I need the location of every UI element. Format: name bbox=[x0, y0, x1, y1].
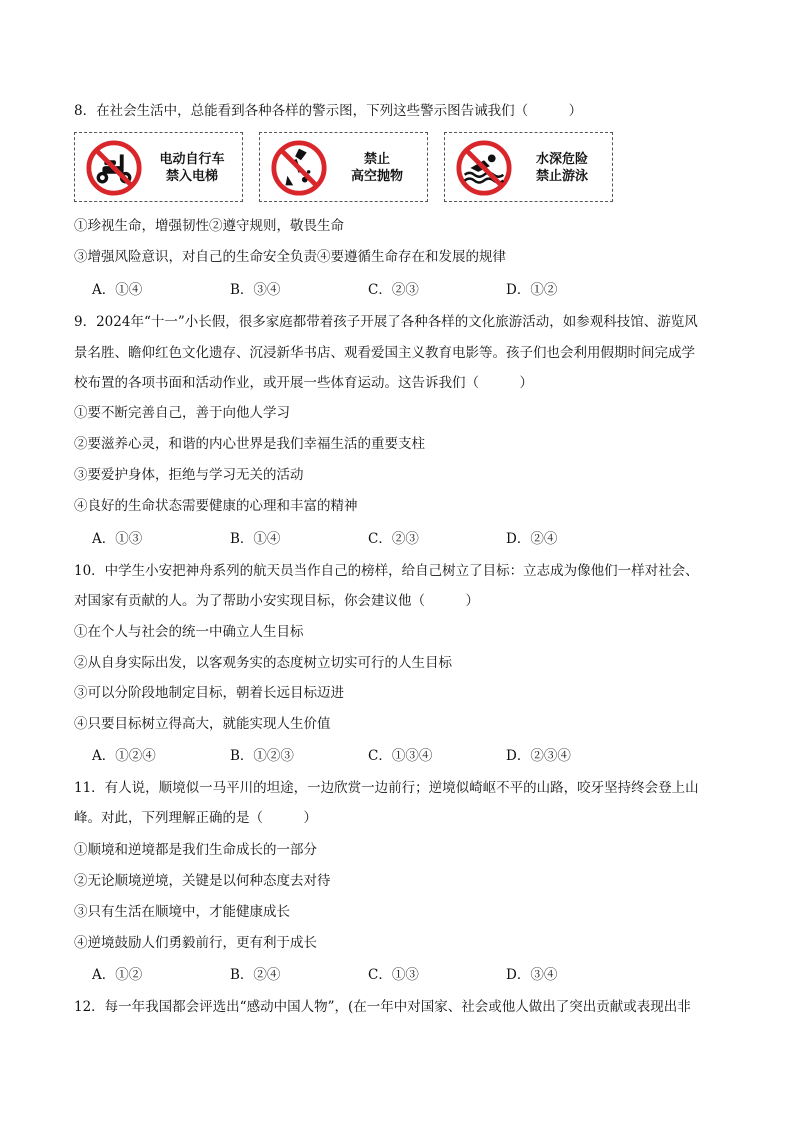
option-d: D．②③④ bbox=[506, 748, 571, 764]
sign-line2: 禁止游泳 bbox=[535, 169, 588, 184]
q11-statement: ①顺境和逆境都是我们生命成长的一部分 bbox=[74, 842, 317, 858]
sign-line1: 水深危险 bbox=[535, 152, 588, 167]
q10-statement: ③可以分阶段地制定目标，朝着长远目标迈进 bbox=[74, 685, 344, 701]
q9-stem: 景名胜、瞻仰红色文化遗存、沉浸新华书店、观看爱国主义教育电影等。孩子们也会利用假期时间完成学 bbox=[74, 345, 695, 361]
option-b: B．①④ bbox=[230, 531, 281, 547]
sign-line2: 高空抛物 bbox=[350, 169, 403, 184]
q11-statement: ②无论顺境逆境，关键是以何种态度去对待 bbox=[74, 873, 331, 889]
option-a: A．①④ bbox=[92, 282, 143, 298]
option-a: A．①②④ bbox=[92, 748, 156, 764]
option-c: C．①③ bbox=[368, 967, 419, 983]
warning-signs bbox=[74, 132, 619, 206]
option-c: C．①③④ bbox=[368, 748, 433, 764]
q11-stem: 峰。对此，下列理解正确的是（ ） bbox=[74, 810, 317, 826]
q11-statement: ④逆境鼓励人们勇毅前行，更有利于成长 bbox=[74, 935, 317, 951]
option-d: D．①② bbox=[506, 282, 558, 298]
q11-options bbox=[92, 965, 644, 985]
option-d: D．③④ bbox=[506, 967, 558, 983]
q10-stem: 10．中学生小安把神舟系列的航天员当作自己的榜样，给自己树立了目标：立志成为像他们一样对社会、 bbox=[74, 563, 699, 579]
sign-no-throwing bbox=[259, 132, 428, 202]
q11-statement: ③只有生活在顺境中，才能健康成长 bbox=[74, 904, 290, 920]
option-b: B．③④ bbox=[230, 282, 281, 298]
q10-statement: ④只要目标树立得高大，就能实现人生价值 bbox=[74, 716, 331, 732]
no-throwing-icon bbox=[270, 139, 328, 197]
option-a: A．①③ bbox=[92, 531, 143, 547]
option-a: A．①② bbox=[92, 967, 143, 983]
no-swimming-icon bbox=[455, 139, 513, 197]
q9-statement: ③要爱护身体，拒绝与学习无关的活动 bbox=[74, 467, 304, 483]
option-c: C．②③ bbox=[368, 531, 419, 547]
q10-options bbox=[92, 746, 644, 766]
q9-stem: 9．2024年“十一”小长假，很多家庭都带着孩子开展了各种各样的文化旅游活动，如参观科技馆、游览风 bbox=[74, 314, 698, 330]
sign-line2: 禁入电梯 bbox=[165, 169, 218, 184]
q9-statement: ②要滋养心灵，和谐的内心世界是我们幸福生活的重要支柱 bbox=[74, 436, 425, 452]
q10-statement: ②从自身实际出发，以客观务实的态度树立切实可行的人生目标 bbox=[74, 655, 452, 671]
q11-stem: 11．有人说，顺境似一马平川的坦途，一边欣赏一边前行；逆境似崎岖不平的山路，咬牙坚持终会登上山 bbox=[74, 780, 699, 796]
q8-options bbox=[92, 280, 644, 300]
q9-statement: ①要不断完善自己，善于向他人学习 bbox=[74, 405, 290, 421]
q9-statement: ④良好的生命状态需要健康的心理和丰富的精神 bbox=[74, 498, 358, 514]
q9-options bbox=[92, 529, 644, 549]
sign-no-ebike bbox=[74, 132, 243, 202]
no-ebike-icon bbox=[85, 139, 143, 197]
q8-statement: ①珍视生命，增强韧性②遵守规则，敬畏生命 bbox=[74, 218, 344, 234]
q10-statement: ①在个人与社会的统一中确立人生目标 bbox=[74, 624, 304, 640]
option-b: B．②④ bbox=[230, 967, 281, 983]
q12-stem: 12．每一年我国都会评选出“感动中国人物”，(在一年中对国家、社会或他人做出了突出贡献或表现出非 bbox=[74, 999, 691, 1015]
sign-no-swimming bbox=[444, 132, 613, 202]
q9-stem: 校布置的各项书面和活动作业，或开展一些体育运动。这告诉我们（ ） bbox=[74, 375, 533, 391]
q8-stem: 8．在社会生活中，总能看到各种各样的警示图，下列这些警示图告诫我们（ ） bbox=[74, 103, 583, 119]
q8-statement: ③增强风险意识，对自己的生命安全负责④要遵循生命存在和发展的规律 bbox=[74, 249, 506, 265]
option-c: C．②③ bbox=[368, 282, 419, 298]
option-d: D．②④ bbox=[506, 531, 558, 547]
sign-line1: 禁止 bbox=[363, 152, 390, 167]
option-b: B．①②③ bbox=[230, 748, 294, 764]
q10-stem: 对国家有贡献的人。为了帮助小安实现目标，你会建议他（ ） bbox=[74, 593, 479, 609]
sign-line1: 电动自行车 bbox=[159, 152, 225, 167]
